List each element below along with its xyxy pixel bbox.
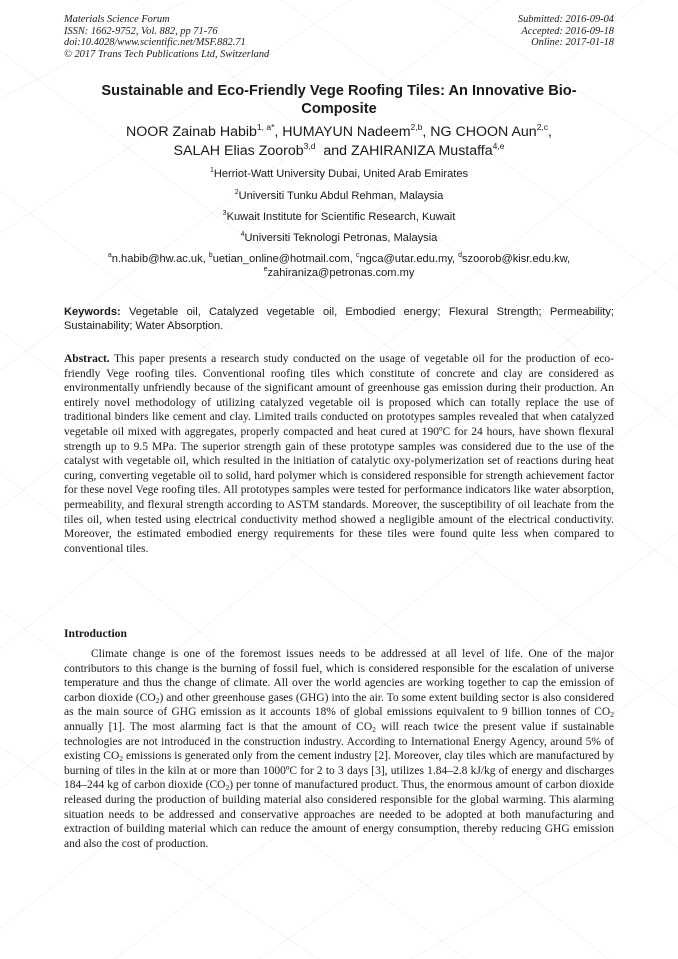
section-heading-introduction: Introduction <box>64 627 127 640</box>
author-affiliation-mark: 2,c <box>536 122 549 132</box>
abstract-text: This paper presents a research study conducted on the usage of vegetable oil for the production of eco-friendly Vege roofing tiles. Conventional roofing tiles which constitute of concrete and clay are considered as environmentally unfriendly because of the significant amount of greenhouse gas emission during their production. An entirely novel methodology of utilizing catalyzed vegetable oil is proposed which can totally replace the use of traditional binders like cement and clay. Limited trails conducted on prototypes samples revealed that when catalyzed vegetable oil mixed with aggregates, properly compacted and heat cured at 190ºC for 24 hours, have shown flexural strength up to 9.5 MPa. The superior strength gain of these prototype samples was considered due to the use of the catalyst with vegetable oil, which resulted in the initiation of catalytic oxy-polymerization set of reactions during heat curing, converting vegetable oil to solid, hard polymer which is considered responsible for strength achievement factor for these novel Vege roofing tiles. All prototypes samples were tested for performance indicators like water absorption, permeability, and flexural strength according to ASTM standards. Moreover, the susceptibility of oil leachate from the tiles oil, when tested using electrical conductivity method showed a negligible amount of the electrical conductivity. Moreover, the estimated embodied energy requirements for these tiles were found quite less when compared to conventional tiles. <box>64 353 614 555</box>
journal-issn: ISSN: 1662-9752, Vol. 882, pp 71-76 <box>64 25 218 37</box>
author-affiliation-mark: 3,d <box>303 141 316 151</box>
author-emails: $^a$n.habib@hw.ac.uk, $^b$uetian_online@hotmail.com, $^c$ngca@utar.edu.my, $^d$szoorob@kisr.edu.kw, $^e$zahiraniza@petronas.com.my <box>107 252 571 279</box>
email-link[interactable]: szoorob@kisr.edu.kw <box>462 253 567 265</box>
author-affiliation-mark: 1, a* <box>256 122 275 132</box>
email-link[interactable]: n.habib@hw.ac.uk <box>111 253 203 265</box>
abstract-label: Abstract. <box>64 353 110 365</box>
introduction-paragraph: Climate change is one of the foremost issues needs to be addressed at all level of life. One of the major contributors to this change is the burning of fossil fuel, which is considered responsible for the escalation of universe temperature and thus the change of climate. All over the world agencies are working together to cap the emission of carbon dioxide $(CO_2)$ and other greenhouse gases (GHG) into the air. To some extent building sector is also considered as the main source of GHG emission as it accounts 18% of global emissions equivalent to 9 billion tonnes of $CO_2$ annually [1]. The most alarming fact is that the amount of $CO_2$ will reach twice the present value if sustainable technologies are not introduced in the construction industry. According to International Energy Agency, around 5% of existing $CO_2$ emissions is generated only from the cement industry [2]. Moreover, clay tiles which are manufactured by burning of tiles in the kiln at or more than 1000ºC for 2 to 3 days [3], utilizes 1.84–2.8 kJ/kg of energy and discharges 184–244 kg of carbon dioxide $(CO_2)$ per tonne of manufactured product. Thus, the enormous amount of carbon dioxide released during the production of building material also considered responsible for the global warming. This alarming situation needs to be addressed and conservative approaches are needed to be adopted at both manufacturing and extraction of building material which can reduce the amount of energy consumption, thereby reducing GHG emission and also the cost of production. <box>64 648 615 850</box>
journal-copyright: © 2017 Trans Tech Publications Ltd, Switzerland <box>64 48 270 60</box>
author-affiliation-mark: 4,e <box>492 141 505 151</box>
author-name: SALAH Elias Zoorob <box>173 143 304 159</box>
accepted-date: Accepted: 2016-09-18 <box>521 25 614 37</box>
affiliation-1: $^1$Herriot-Watt University Dubai, United Arab Emirates <box>209 167 469 180</box>
email-link[interactable]: zahiraniza@petronas.com.my <box>267 267 415 279</box>
author-name: HUMAYUN Nadeem <box>282 124 411 140</box>
journal-info-left <box>64 14 269 60</box>
journal-name: Materials Science Forum <box>64 14 170 25</box>
journal-info-right <box>518 14 614 49</box>
online-date: Online: 2017-01-18 <box>531 37 614 49</box>
email-link[interactable]: ngca@utar.edu.my <box>359 253 452 265</box>
affiliation-4: $^4$Universiti Teknologi Petronas, Malaysia <box>240 231 438 244</box>
submitted-date: Submitted: 2016-09-04 <box>517 14 614 25</box>
keywords-text: Vegetable oil, Catalyzed vegetable oil, Embodied energy; Flexural Strength; Permeability; Sustainability; Water Absorption. <box>64 306 614 332</box>
keywords-label: Keywords: <box>64 306 121 318</box>
paper-title: Sustainable and Eco-Friendly Vege Roofing Tiles: An Innovative Bio-Composite <box>101 83 577 117</box>
author-name: ZAHIRANIZA Mustaffa <box>350 143 493 159</box>
abstract-section <box>64 352 614 556</box>
author-affiliation-mark: 2,b <box>410 122 423 132</box>
affiliation-3: $^3$Kuwait Institute for Scientific Research, Kuwait <box>222 210 456 223</box>
journal-doi: doi:10.4028/www.scientific.net/MSF.882.71 <box>64 37 246 49</box>
keywords-section <box>64 305 614 333</box>
author-name: NOOR Zainab Habib <box>126 124 257 140</box>
affiliation-2: $^2$Universiti Tunku Abdul Rehman, Malaysia <box>234 189 444 202</box>
email-link[interactable]: uetian_online@hotmail.com <box>212 253 350 265</box>
author-name: NG CHOON Aun <box>430 124 537 140</box>
author-list: NOOR Zainab Habib$^{1, a*}$, HUMAYUN Nadeem$^{2,b}$, NG CHOON Aun$^{2,c}$, SALAH Elias Zoorob$^{3,d}$ and ZAHIRANIZA Mustaffa$^{4,e}$ <box>126 122 552 159</box>
